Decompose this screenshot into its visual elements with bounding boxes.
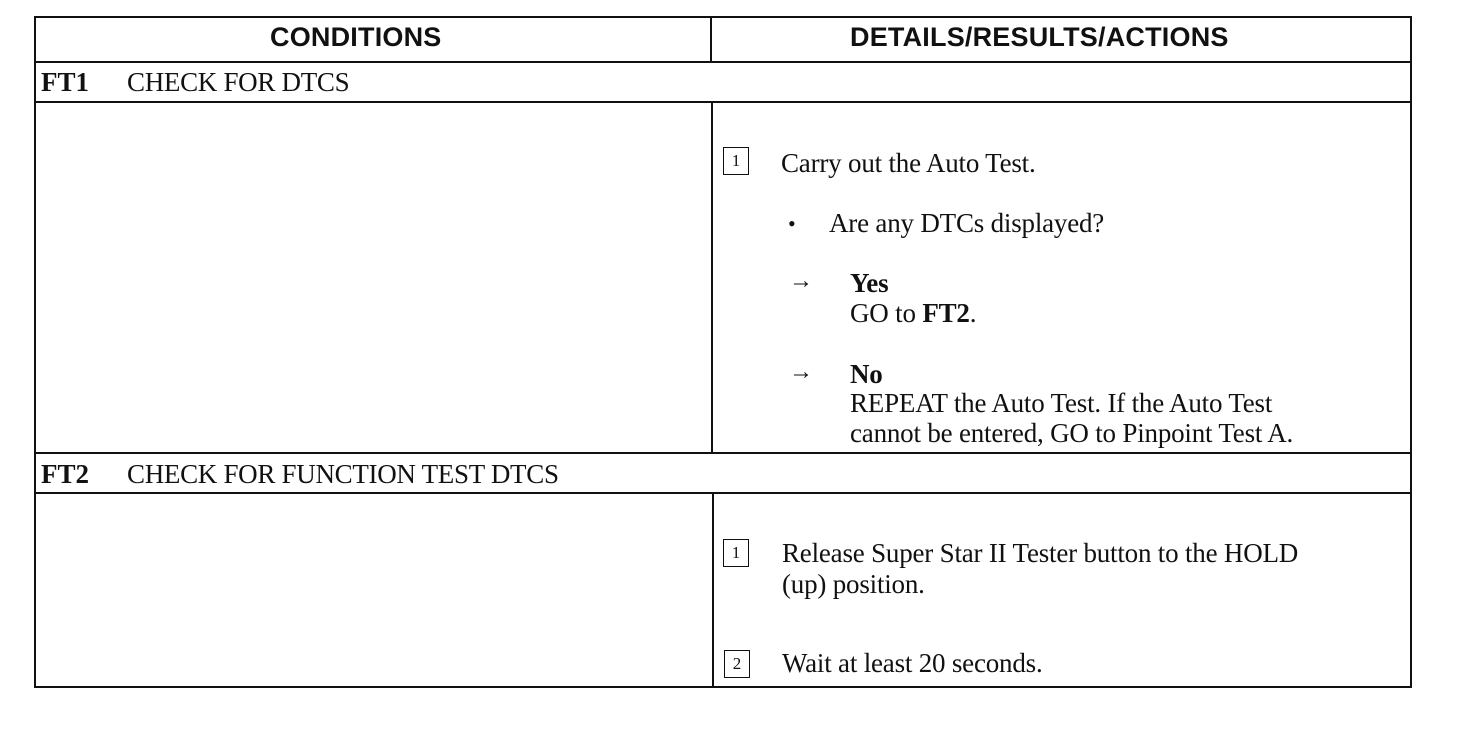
arrow-right-icon: → xyxy=(789,268,813,294)
ft1-section-title xyxy=(41,67,741,99)
ft1-title: CHECK FOR DTCS xyxy=(127,67,350,97)
arrow-right-icon: → xyxy=(789,359,813,385)
ft2-step-1-number: 1 xyxy=(723,539,749,567)
details-header: DETAILS/RESULTS/ACTIONS xyxy=(850,22,1229,52)
ft2-section-divider xyxy=(34,452,1412,454)
ft2-code: FT2 xyxy=(41,459,90,489)
ft2-step-1-line2: (up) position. xyxy=(782,569,925,599)
ft1-no-action-line2: cannot be entered, GO to Pinpoint Test A. xyxy=(850,418,1294,448)
ft2-title: CHECK FOR FUNCTION TEST DTCS xyxy=(127,459,559,489)
ft1-code: FT1 xyxy=(41,67,90,97)
ft1-column-divider xyxy=(711,101,713,453)
ft2-step-1-line1: Release Super Star II Tester button to the HOLD xyxy=(782,538,1299,568)
ft1-question: Are any DTCs displayed? xyxy=(829,208,1105,238)
ft1-step-1-text: Carry out the Auto Test. xyxy=(781,148,1036,178)
ft2-step-2-text: Wait at least 20 seconds. xyxy=(782,648,1043,678)
ft2-title-divider xyxy=(34,492,1412,494)
ft1-title-divider xyxy=(34,101,1412,103)
ft2-section-title xyxy=(41,459,741,491)
ft1-no-action-line1: REPEAT the Auto Test. If the Auto Test xyxy=(850,388,1273,418)
ft1-step-1-number: 1 xyxy=(723,147,749,175)
conditions-header: CONDITIONS xyxy=(270,22,442,52)
header-divider xyxy=(34,61,1412,63)
ft1-no-label: No xyxy=(850,359,883,389)
ft2-step-2-number: 2 xyxy=(724,650,750,678)
ft1-yes-label: Yes xyxy=(850,268,889,298)
ft1-yes-action: GO to FT2. xyxy=(850,298,977,328)
ft2-column-divider xyxy=(712,492,714,688)
procedure-table xyxy=(34,16,1412,688)
bullet-icon: • xyxy=(788,211,796,236)
header-column-divider xyxy=(710,16,712,62)
